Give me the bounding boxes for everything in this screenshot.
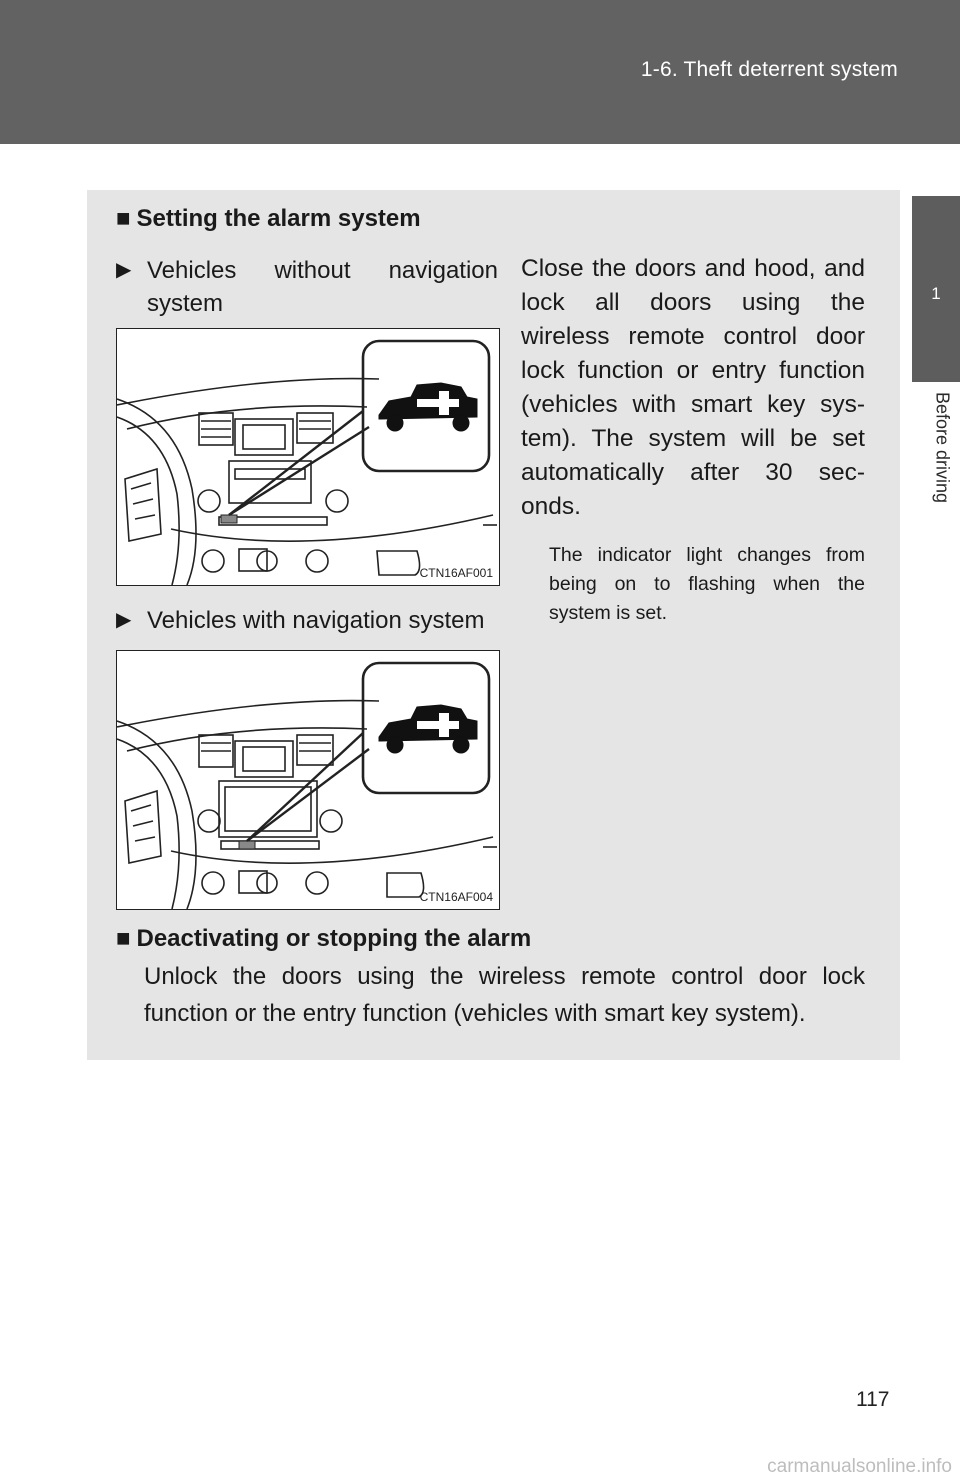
bullet-triangle-icon: ▶ (116, 259, 132, 281)
bullet-without-navigation (116, 254, 498, 320)
dashboard-illustration (117, 651, 499, 909)
section-title: 1-6. Theft deterrent system (640, 58, 898, 81)
bullet-with-navigation (116, 604, 498, 637)
figure-code: CTN16AF004 (419, 890, 493, 904)
chapter-tab (912, 196, 960, 382)
deactivating-text: Unlock the doors using the wireless remote control door lock function or the entry function (vehicles with smart key system). (144, 963, 865, 1027)
bullet-with-navigation-text: Vehicles with navigation system (147, 607, 485, 634)
figure-code: CTN16AF001 (419, 566, 493, 580)
setting-heading-text: Setting the alarm system (136, 205, 421, 232)
heading-square-icon: ■ (116, 925, 131, 952)
chapter-label (912, 392, 960, 542)
figure-dashboard-navigation (116, 650, 500, 910)
bullet-without-navigation-text: Vehicles without navigation system (147, 257, 498, 317)
car-key-icon (379, 705, 477, 753)
setting-heading (116, 205, 421, 233)
figure-dashboard-no-navigation (116, 328, 500, 586)
deactivating-heading-text: Deactivating or stopping the alarm (136, 925, 532, 952)
setting-instructions: Close the doors and hood, and lock all doors using the wireless remote control door lock function or entry function (vehicles with smart key sys-tem). The system will be set automatically after 30 sec-onds. (521, 255, 865, 520)
setting-note: The indicator light changes from being on to flashing when the system is set. (549, 544, 865, 624)
page-number: 117 (856, 1388, 890, 1411)
heading-square-icon: ■ (116, 205, 131, 232)
car-key-icon (379, 383, 477, 431)
watermark: carmanualsonline.info (767, 1456, 952, 1477)
bullet-triangle-icon: ▶ (116, 609, 132, 631)
deactivating-heading (116, 925, 531, 953)
chapter-label-text: Before driving (932, 392, 953, 504)
chapter-number: 1 (931, 284, 941, 303)
page-header (0, 0, 960, 144)
dashboard-illustration (117, 329, 499, 585)
